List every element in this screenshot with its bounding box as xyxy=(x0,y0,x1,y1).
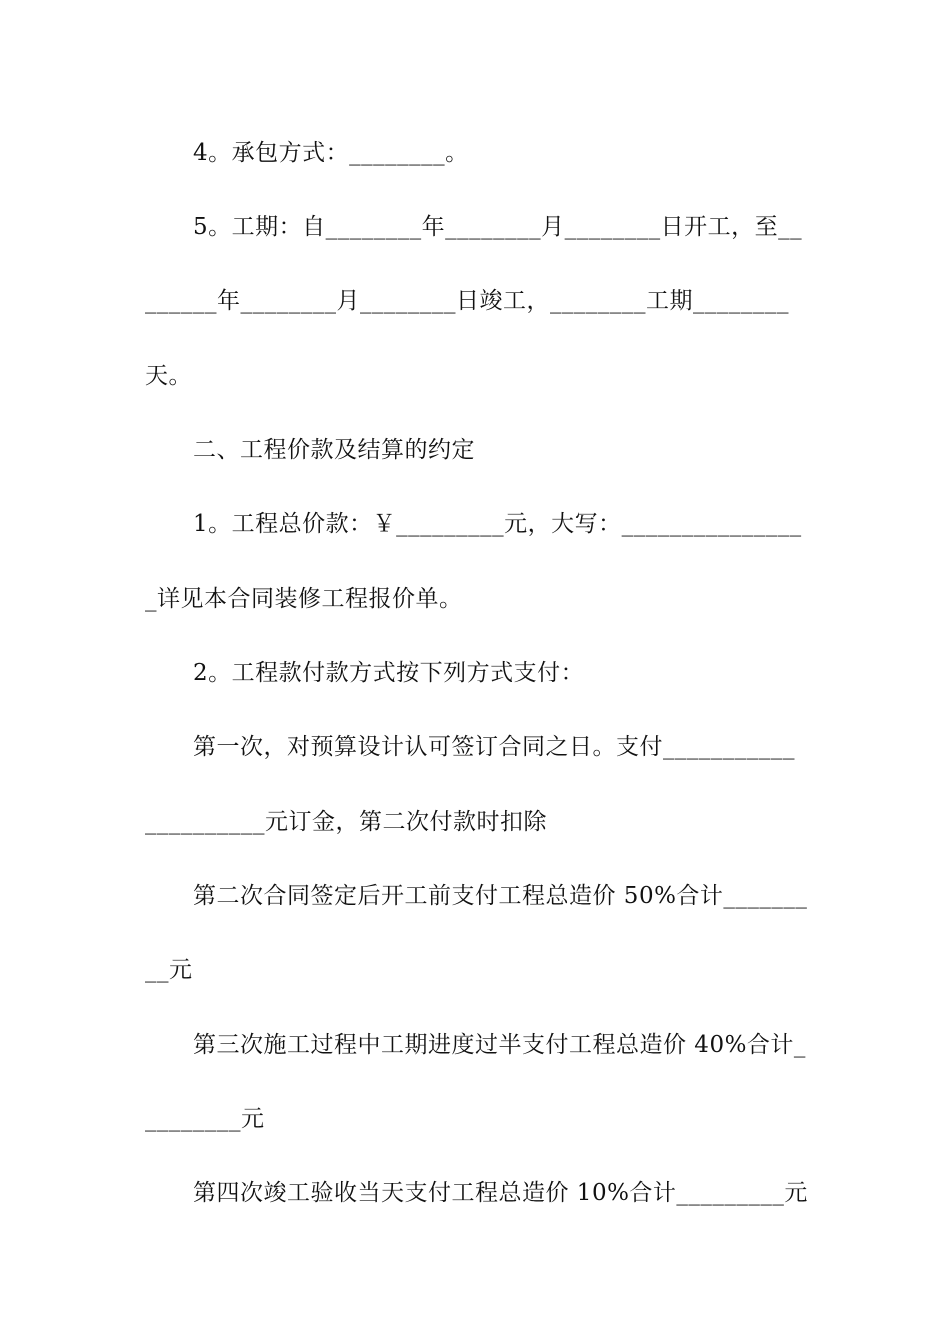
section-heading-price-settlement: 二、工程价款及结算的约定 xyxy=(193,437,475,463)
payment-fourth: 第四次竣工验收当天支付工程总造价 10%合计_________元 xyxy=(193,1180,808,1206)
clause-contract-method: 4。承包方式：________。 xyxy=(193,140,469,166)
clause-construction-period-end: 天。 xyxy=(145,363,192,389)
clause-construction-period-cont: ______年________月________日竣工，________工期________ xyxy=(145,288,789,314)
payment-second-cont: __元 xyxy=(145,957,193,983)
payment-third-cont: ________元 xyxy=(145,1106,265,1132)
clause-payment-method: 2。工程款付款方式按下列方式支付： xyxy=(193,660,585,686)
payment-second: 第二次合同签定后开工前支付工程总造价 50%合计_______ xyxy=(193,883,808,909)
clause-total-price: 1。工程总价款：￥_________元，大写：_______________ xyxy=(193,511,802,537)
payment-first-cont: __________元订金，第二次付款时扣除 xyxy=(145,809,547,835)
payment-third: 第三次施工过程中工期进度过半支付工程总造价 40%合计_ xyxy=(193,1032,806,1058)
clause-construction-period: 5。工期：自________年________月________日开工，至__ xyxy=(193,214,803,240)
payment-first: 第一次，对预算设计认可签订合同之日。支付___________ xyxy=(193,734,795,760)
clause-total-price-cont: _详见本合同装修工程报价单。 xyxy=(145,586,463,612)
